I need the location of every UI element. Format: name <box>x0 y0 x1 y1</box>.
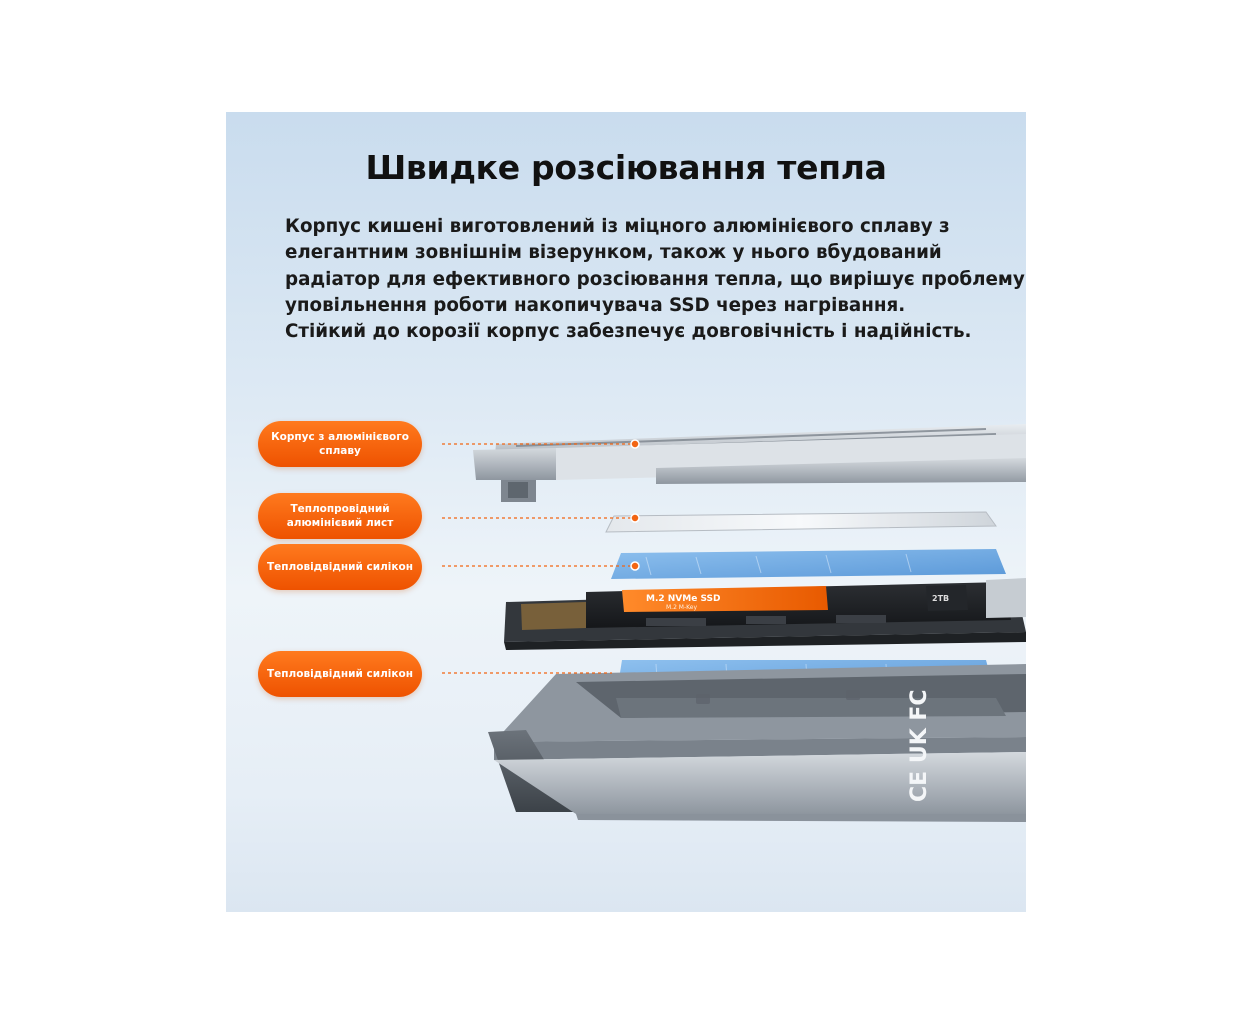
leader-dot-upper-pad <box>631 562 639 570</box>
callout-aluminum-shell <box>258 421 422 467</box>
ssd-capacity-label: 2TB <box>932 594 950 603</box>
callout-text: Тепловідвідний силікон <box>267 561 413 573</box>
leader-dot-sheet <box>631 514 639 522</box>
page-title: Швидке розсіювання тепла <box>365 148 887 187</box>
m2-ssd-module <box>504 578 1026 650</box>
ssd-main-label: M.2 NVMe SSD <box>646 594 721 604</box>
top-aluminum-shell <box>473 424 1026 502</box>
description-text <box>285 214 1025 345</box>
callout-aluminum-sheet <box>258 493 422 539</box>
certification-marks <box>907 689 932 802</box>
callout-silicone-upper <box>258 544 422 590</box>
aluminum-sheet <box>606 512 996 532</box>
bottom-enclosure <box>488 664 1026 822</box>
callout-text: сплаву <box>319 445 361 457</box>
description-line: радіатор для ефективного розсіювання тепла, що вирішує проблему <box>285 268 1025 290</box>
callout-silicone-lower <box>258 651 422 697</box>
callout-text: Корпус з алюмінієвого <box>271 431 409 443</box>
description-line: елегантним зовнішнім візерунком, також у нього вбудований <box>285 242 942 264</box>
ssd-sub-label: M.2 M-Key <box>666 604 698 611</box>
upper-silicone-pad <box>611 549 1006 579</box>
cert-marks-text: CE UK FC <box>907 689 932 802</box>
callout-text: Тепловідвідний силікон <box>267 668 413 680</box>
callout-text: Теплопровідний <box>290 503 390 515</box>
description-line: Стійкий до корозії корпус забезпечує довговічність і надійність. <box>285 321 972 343</box>
product-feature-panel <box>226 112 1026 912</box>
callout-text: алюмінієвий лист <box>286 517 394 529</box>
description-line: Корпус кишені виготовлений із міцного алюмінієвого сплаву з <box>285 216 950 237</box>
description-line: уповільнення роботи накопичувача SSD через нагрівання. <box>285 294 906 316</box>
leader-dot-shell <box>631 440 639 448</box>
